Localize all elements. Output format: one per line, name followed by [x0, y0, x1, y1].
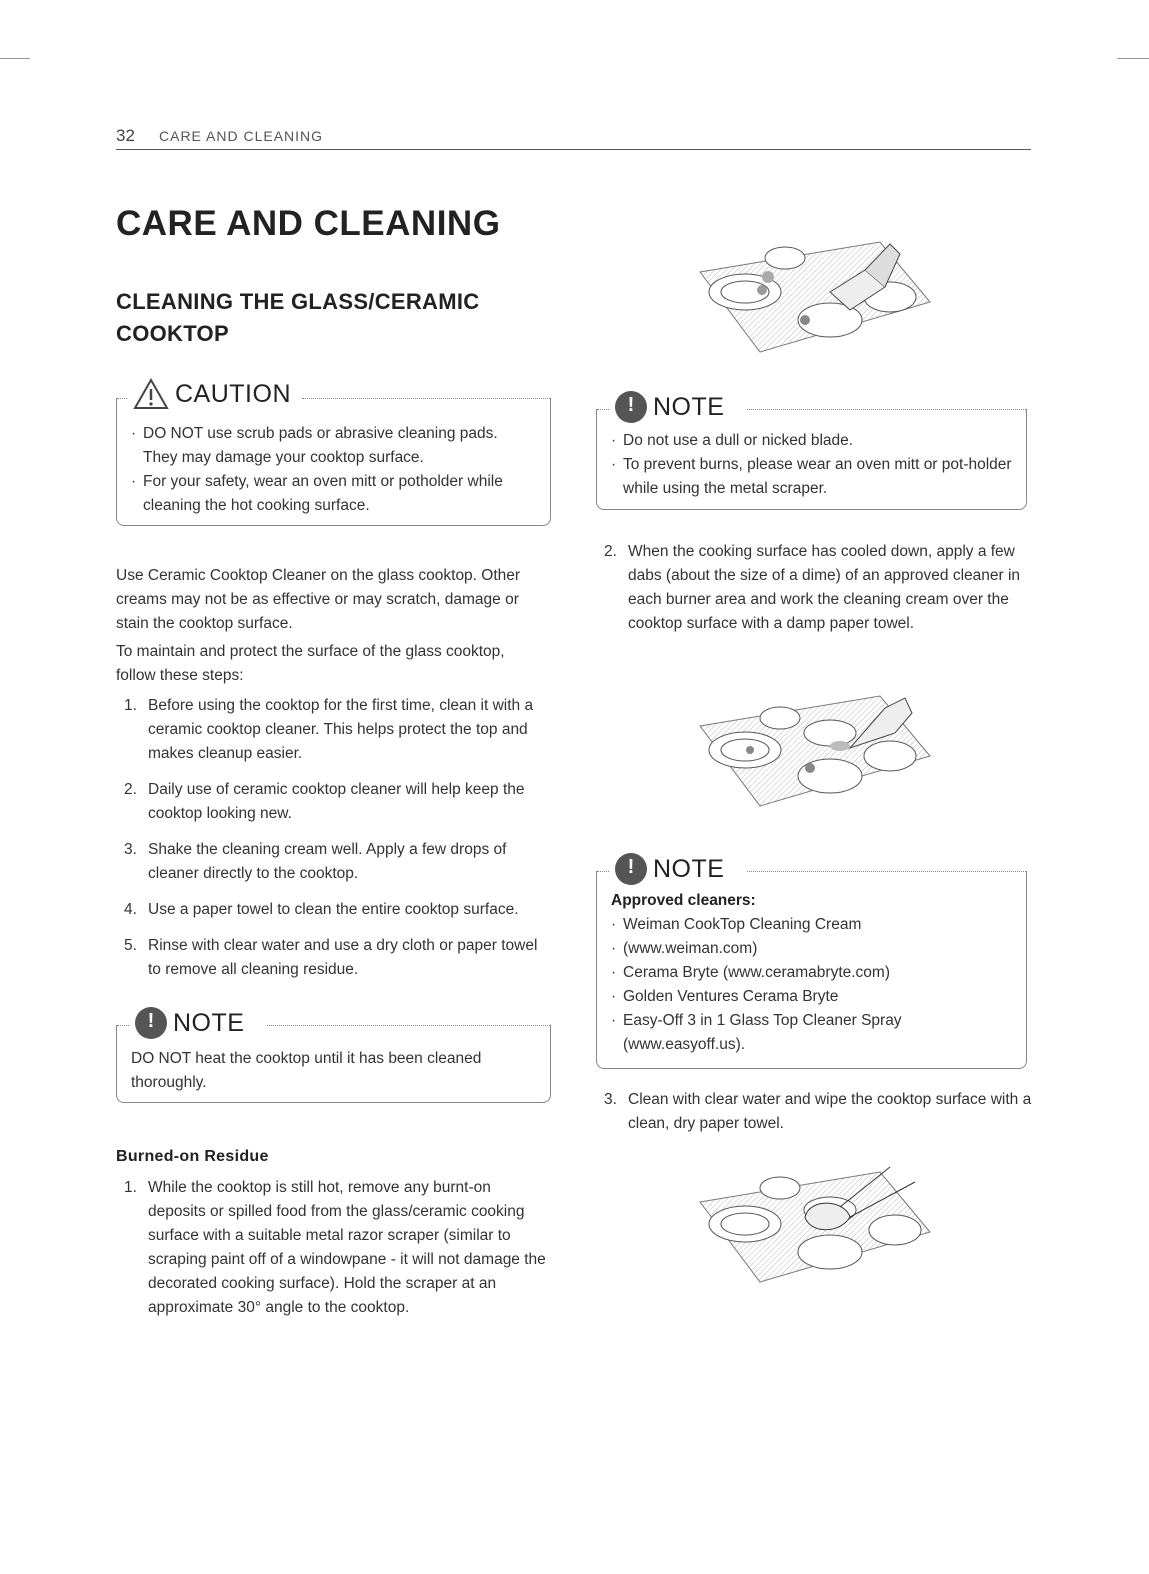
note-text: DO NOT heat the cooktop until it has been cleaned thoroughly. — [131, 1050, 482, 1091]
list-item — [596, 1088, 1032, 1136]
note-item: · Weiman CookTop Cleaning Cream — [611, 913, 1012, 937]
note-rule-left — [117, 1025, 129, 1026]
caution-item: · For your safety, wear an oven mitt or potholder while cleaning the hot cooking surface. — [131, 470, 536, 518]
right-step-2 — [596, 540, 1028, 648]
note-title: NOTE — [173, 1008, 245, 1037]
note-title: NOTE — [653, 854, 725, 883]
list-item — [116, 898, 548, 922]
note-rule-left — [597, 409, 609, 410]
note-rule-left — [597, 871, 609, 872]
note-icon — [615, 853, 647, 885]
step-text: While the cooktop is still hot, remove any burnt-on deposits or spilled food from the glass/ceramic cooking surface with a suitable metal razor scraper (similar to scraping paint off of a windowpane - it will not damage the decorated cooking surface). Hold the scraper at an approximate 30° angle to the cooktop. — [148, 1179, 546, 1316]
steps-list — [116, 694, 548, 994]
step-text: When the cooking surface has cooled down, apply a few dabs (about the size of a dime) of an approved cleaner in each burner area and work the cleaning cream over the cooktop surface with a damp paper towel. — [628, 543, 1021, 632]
note-item: · Cerama Bryte (www.ceramabryte.com) — [611, 961, 1012, 985]
caution-heading — [127, 378, 297, 410]
page-title: CARE AND CLEANING — [116, 204, 501, 243]
cooktop-wipe-illustration — [690, 1162, 935, 1287]
cooktop-scraper-illustration — [690, 232, 935, 357]
step-number: 3. — [604, 1091, 617, 1108]
step-number: 2. — [604, 543, 617, 560]
note-icon — [135, 1007, 167, 1039]
list-item — [116, 838, 548, 886]
note-heading — [609, 391, 730, 423]
step-text: Use a paper towel to clean the entire cooktop surface. — [148, 901, 519, 918]
note-box-right-1 — [596, 392, 1027, 510]
note-box-right-2 — [596, 854, 1027, 1069]
note-icon — [615, 391, 647, 423]
crop-mark-left — [0, 58, 30, 59]
burned-steps — [116, 1176, 548, 1332]
caution-box — [116, 379, 551, 526]
header-section: CARE AND CLEANING — [159, 128, 324, 144]
intro-paragraph: To maintain and protect the surface of the glass cooktop, follow these steps: — [116, 643, 505, 684]
page-number: 32 — [116, 126, 135, 145]
note-title: NOTE — [653, 392, 725, 421]
step-number: 1. — [124, 1179, 137, 1196]
note-heading — [609, 853, 730, 885]
intro-text — [116, 564, 548, 688]
note-subheading: Approved cleaners: — [611, 892, 756, 909]
note-box-left — [116, 1008, 551, 1103]
step-number: 1. — [124, 697, 137, 714]
list-item — [116, 934, 548, 982]
step-number: 4. — [124, 901, 137, 918]
caution-item: · DO NOT use scrub pads or abrasive cleaning pads. They may damage your cooktop surface. — [131, 422, 536, 470]
intro-paragraph: Use Ceramic Cooktop Cleaner on the glass cooktop. Other creams may not be as effective or may scratch, damage or stain the cooktop surface. — [116, 567, 521, 632]
right-step-3 — [596, 1088, 1032, 1148]
note-item: · To prevent burns, please wear an oven mitt or pot-holder while using the metal scraper. — [611, 453, 1012, 501]
note-heading — [129, 1007, 250, 1039]
step-number: 5. — [124, 937, 137, 954]
burned-heading: Burned-on Residue — [116, 1148, 269, 1165]
note-rule — [747, 409, 1026, 410]
caution-title: CAUTION — [175, 379, 291, 408]
step-text: Before using the cooktop for the first time, clean it with a ceramic cooktop cleaner. This helps protect the top and makes cleanup easier. — [148, 697, 534, 762]
section-title: CLEANING THE GLASS/CERAMIC COOKTOP — [116, 289, 480, 346]
page-header — [116, 126, 1031, 150]
note-rule — [747, 871, 1026, 872]
note-item: · Do not use a dull or nicked blade. — [611, 429, 1012, 453]
step-number: 2. — [124, 781, 137, 798]
note-item: · Golden Ventures Cerama Bryte — [611, 985, 1012, 1009]
note-rule — [267, 1025, 550, 1026]
warning-triangle-icon — [133, 378, 169, 410]
step-text: Rinse with clear water and use a dry cloth or paper towel to remove all cleaning residue. — [148, 937, 538, 978]
list-item — [116, 1176, 548, 1320]
list-item — [596, 540, 1028, 636]
note-item: · (www.weiman.com) — [611, 937, 1012, 961]
list-item — [116, 778, 548, 826]
step-text: Shake the cleaning cream well. Apply a few drops of cleaner directly to the cooktop. — [148, 841, 507, 882]
caution-rule — [302, 398, 550, 399]
crop-mark-right — [1117, 58, 1149, 59]
note-item: · Easy-Off 3 in 1 Glass Top Cleaner Spray (www.easyoff.us). — [611, 1009, 1012, 1057]
cooktop-cream-illustration — [690, 688, 935, 810]
step-text: Daily use of ceramic cooktop cleaner will help keep the cooktop looking new. — [148, 781, 525, 822]
list-item — [116, 694, 548, 766]
step-text: Clean with clear water and wipe the cooktop surface with a clean, dry paper towel. — [628, 1091, 1032, 1132]
step-number: 3. — [124, 841, 137, 858]
